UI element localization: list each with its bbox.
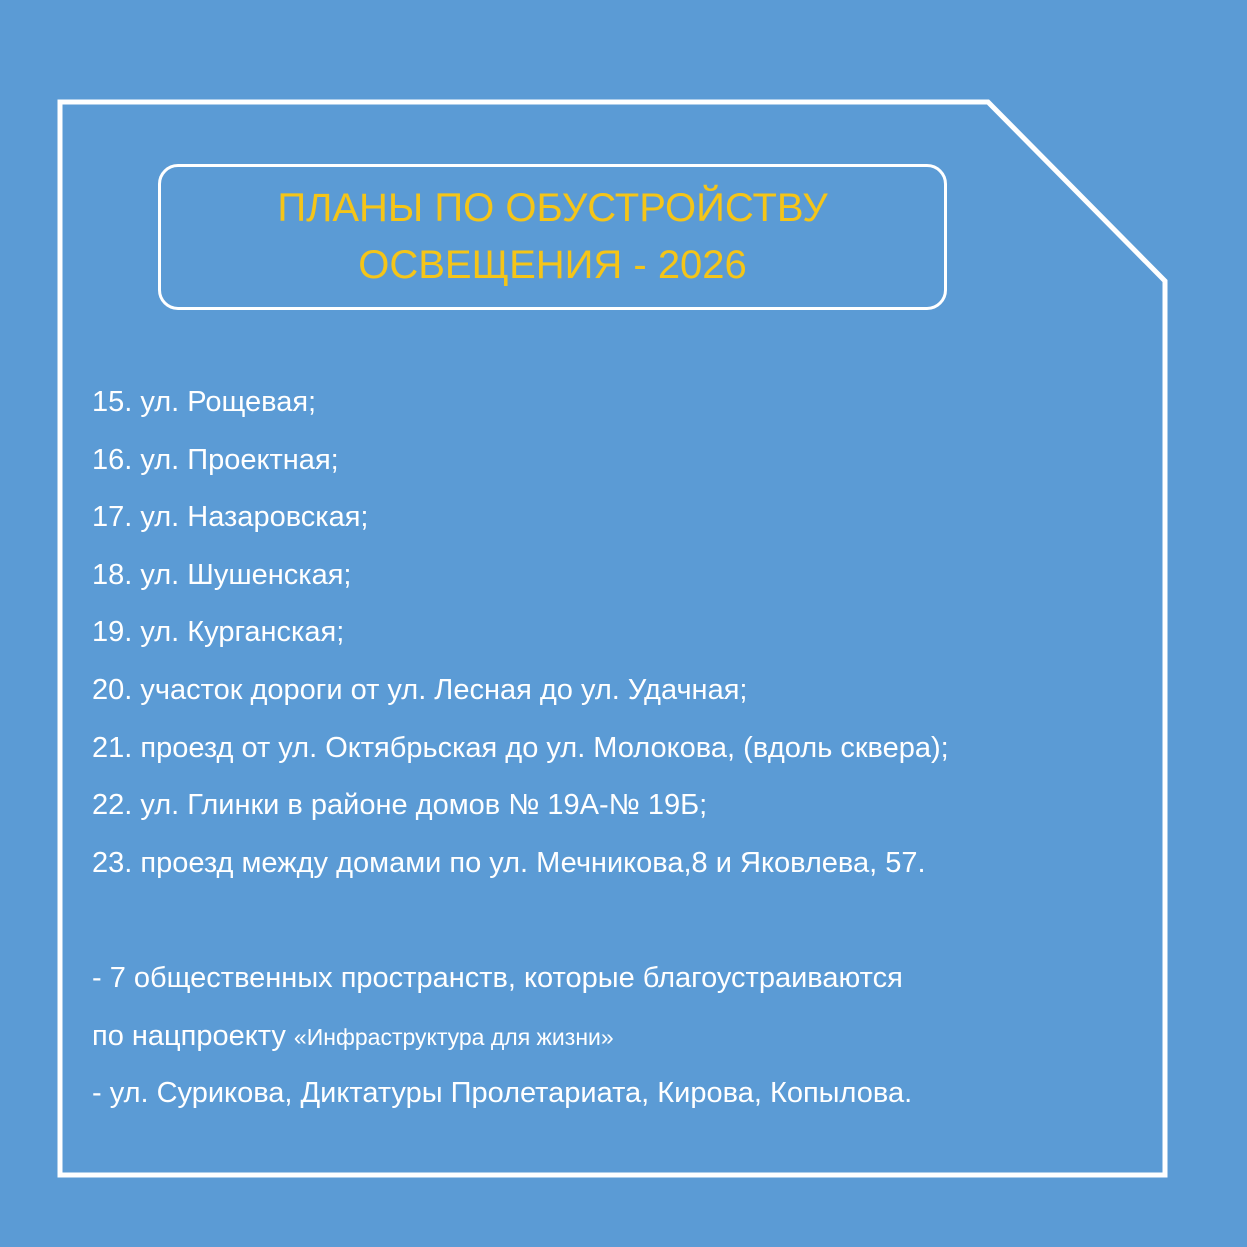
list-item: 15. ул. Рощевая; (92, 386, 317, 418)
list-item: 16. ул. Проектная; (92, 443, 339, 476)
list-item: 23. проезд между домами по ул. Мечникова,8 и Яковлева, 57. (92, 846, 926, 879)
notes-section (92, 950, 1162, 1123)
title-line-2: ОСВЕЩЕНИЯ - 2026 (358, 243, 747, 287)
public-spaces-note: - 7 общественных пространств, которые благоустраиваются (92, 962, 903, 994)
list-item: 17. ул. Назаровская; (92, 501, 369, 534)
list-item: 22. ул. Глинки в районе домов № 19А-№ 19Б; (92, 789, 708, 822)
list-item: 21. проезд от ул. Октябрьская до ул. Молокова, (вдоль сквера); (92, 731, 949, 764)
street-list (92, 374, 1162, 892)
national-project-note (92, 1008, 1162, 1066)
streets-note: - ул. Сурикова, Диктатуры Пролетариата, Кирова, Копылова. (92, 1077, 913, 1110)
title-line-1: ПЛАНЫ ПО ОБУСТРОЙСТВУ (277, 186, 828, 230)
national-project-prefix: по нацпроекту (92, 1019, 294, 1052)
national-project-name: «Инфраструктура для жизни» (293, 1023, 614, 1050)
list-item: 20. участок дороги от ул. Лесная до ул. Удачная; (92, 673, 748, 706)
list-item: 18. ул. Шушенская; (92, 558, 352, 591)
list-item: 19. ул. Курганская; (92, 616, 345, 649)
title-box (158, 164, 947, 310)
